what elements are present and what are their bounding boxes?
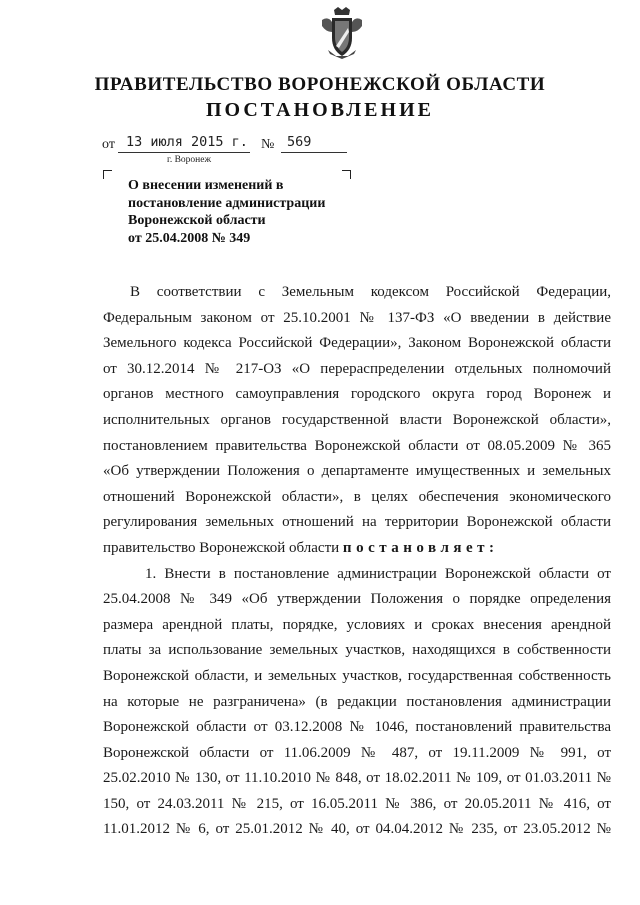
coat-of-arms-icon (318, 6, 366, 60)
corner-mark-left (103, 170, 112, 179)
body-line: 150, от 24.03.2011 № 215, от 16.05.2011 № 386, от 20.05.2011 № 416, от (103, 795, 611, 812)
document-body (103, 280, 611, 843)
body-line: исполнительных органов государственной власти Воронежской области», (103, 411, 611, 428)
body-line: отношений Воронежской области», в целях обеспечения экономического (103, 488, 611, 505)
document-type: ПОСТАНОВЛЕНИЕ (206, 99, 434, 121)
document-date-value: 13 июля 2015 г. (126, 134, 248, 150)
body-line: 1. Внести в постановление администрации Воронежской области от (145, 565, 611, 582)
body-line: Воронежской области от 03.12.2008 № 1046, постановлений правительства (103, 719, 611, 736)
body-line: платы за использование земельных участков, находящихся в собственности (103, 642, 611, 659)
city-label: г. Воронеж (167, 155, 212, 165)
body-line: Федеральным законом от 25.10.2001 № 137-ФЗ «О введении в действие (103, 309, 611, 326)
body-line: от 30.12.2014 № 217-ОЗ «О перераспределении отдельных полномочий (103, 360, 611, 377)
body-line: Воронежской области от 11.06.2009 № 487, от 19.11.2009 № 991, от (103, 744, 611, 761)
body-line: 11.01.2012 № 6, от 25.01.2012 № 40, от 04.04.2012 № 235, от 23.05.2012 № (103, 821, 611, 838)
body-line: «Об утверждении Положения о департаменте имущественных и земельных (103, 463, 611, 480)
subject-line: от 25.04.2008 № 349 (128, 230, 251, 246)
document-date (118, 134, 250, 153)
document-number-value: 569 (287, 134, 312, 150)
body-line: Земельного кодекса Российской Федерации», Законом Воронежской области (103, 335, 611, 352)
body-line-resolves (103, 536, 611, 562)
subject-line: О внесении изменений в (128, 178, 284, 193)
body-line: постановлением правительства Воронежской области от 08.05.2009 № 365 (103, 437, 611, 454)
body-line: на которые не разграничена» (в редакции постановления администрации (103, 693, 611, 710)
document-number (281, 134, 347, 153)
organization-name: ПРАВИТЕЛЬСТВО ВОРОНЕЖСКОЙ ОБЛАСТИ (94, 74, 546, 95)
resolves-prefix: правительство Воронежской области (103, 539, 340, 556)
body-line: регулирования земельных отношений на территории Воронежской области (103, 514, 611, 531)
resolves-word: постановляет: (342, 539, 499, 556)
body-line: Воронежской области, и земельных участков, государственная собственность (103, 667, 611, 684)
subject-line: постановление администрации (128, 195, 326, 211)
body-line: размера арендной платы, порядке, условиях и сроках внесения арендной (103, 616, 611, 633)
number-label: № (261, 137, 275, 152)
body-line: органов местного самоуправления городского округа город Воронеж и (103, 386, 611, 403)
subject-line: Воронежской области (128, 213, 266, 228)
document-subject (128, 177, 358, 247)
body-line: 25.04.2008 № 349 «Об утверждении Положения о порядке определения (103, 591, 611, 608)
date-label: от (102, 137, 115, 152)
body-line: В соответствии с Земельным кодексом Российской Федерации, (130, 284, 611, 300)
body-line: 25.02.2010 № 130, от 11.10.2010 № 848, от 18.02.2011 № 109, от 01.03.2011 № (103, 770, 611, 787)
